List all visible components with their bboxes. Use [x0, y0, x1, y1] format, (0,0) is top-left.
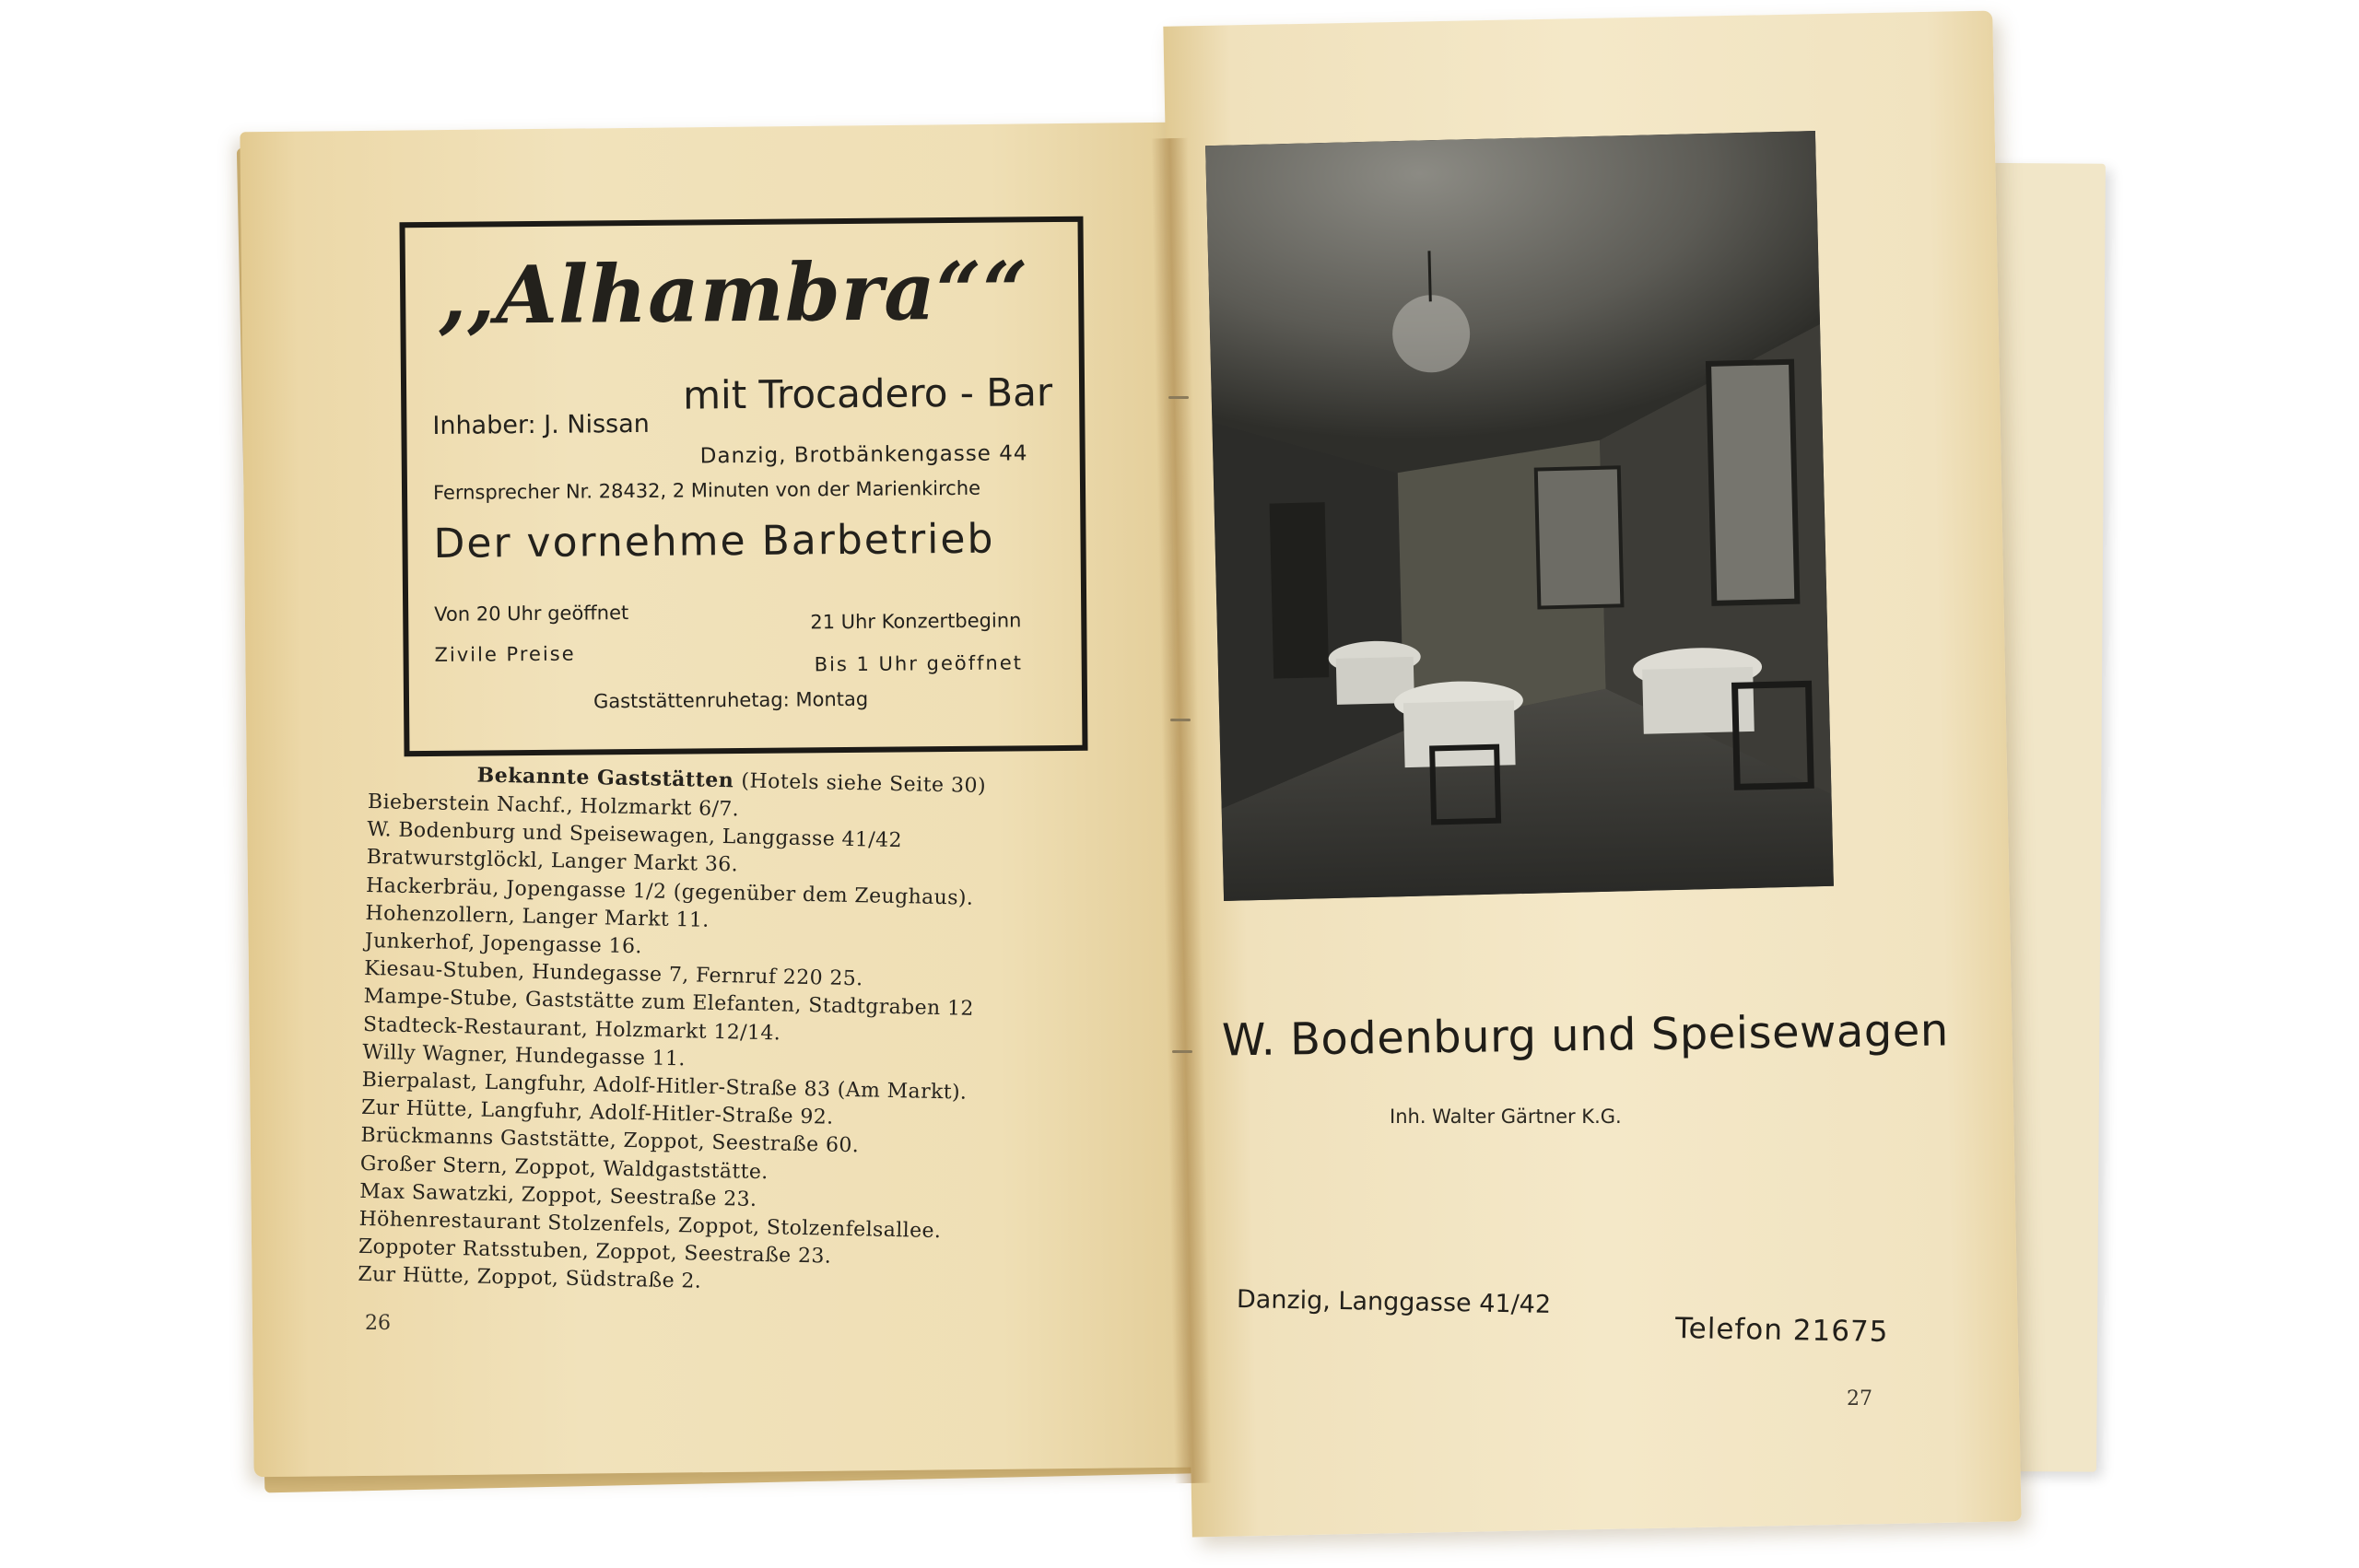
ad-owner: Inhaber: J. Nissan	[432, 409, 650, 440]
alhambra-advertisement	[399, 216, 1087, 756]
list-item: Max Sawatzki, Zoppot, Seestraße 23.	[358, 1179, 757, 1211]
ad-title: ,,Alhambra““	[438, 244, 1030, 343]
stitch	[1172, 1050, 1192, 1053]
list-item: Bierpalast, Langfuhr, Adolf-Hitler-Straße 83 (Am Markt).	[361, 1068, 968, 1105]
ad-closing-time: Bis 1 Uhr geöffnet	[814, 651, 1024, 676]
list-item: Hohenzollern, Langer Markt 11.	[365, 901, 710, 932]
restaurant-phone: Telefon 21675	[1674, 1311, 1889, 1350]
ad-slogan: Der vornehme Barbetrieb	[433, 515, 995, 568]
list-item: Bieberstein Nachf., Holzmarkt 6/7.	[367, 790, 740, 822]
list-item: Brückmanns Gaststätte, Zoppot, Seestraße 60.	[360, 1124, 860, 1158]
list-item: Junkerhof, Jopengasse 16.	[364, 929, 643, 959]
ad-concert-time: 21 Uhr Konzertbeginn	[810, 609, 1022, 634]
ad-prices: Zivile Preise	[434, 642, 576, 666]
list-item: Willy Wagner, Hundegasse 11.	[362, 1040, 687, 1071]
list-heading-title: Bekannte Gaststätten	[476, 763, 734, 793]
list-item: W. Bodenburg und Speisewagen, Langgasse 41/42	[367, 818, 903, 853]
list-item: Zoppoter Ratsstuben, Zoppot, Seestraße 23.	[358, 1235, 832, 1269]
list-item: Kiesau-Stuben, Hundegasse 7, Fernruf 220 25.	[364, 957, 863, 991]
restaurant-owner: Inh. Walter Gärtner K.G.	[1390, 1106, 1622, 1128]
page-number-right: 27	[1847, 1387, 1872, 1410]
list-items	[358, 789, 1086, 1305]
ad-subtitle: mit Trocadero - Bar	[682, 369, 1053, 418]
list-heading-note: (Hotels siehe Seite 30)	[741, 769, 987, 799]
restaurant-title: W. Bodenburg und Speisewagen	[1221, 1004, 1950, 1067]
ad-opening-time: Von 20 Uhr geöffnet	[434, 602, 629, 626]
ad-rest-day: Gaststättenruhetag: Montag	[593, 687, 869, 713]
list-item: Höhenrestaurant Stolzenfels, Zoppot, Stolzenfelsallee.	[358, 1207, 942, 1244]
list-item: Zur Hütte, Zoppot, Südstraße 2.	[358, 1263, 702, 1294]
page-number-left: 26	[365, 1312, 391, 1335]
list-item: Stadteck-Restaurant, Holzmarkt 12/14.	[362, 1012, 781, 1046]
restaurant-address: Danzig, Langgasse 41/42	[1236, 1285, 1552, 1319]
list-item: Großer Stern, Zoppot, Waldgaststätte.	[359, 1152, 769, 1184]
ad-phone: Fernsprecher Nr. 28432, 2 Minuten von der Marienkirche	[432, 476, 981, 504]
stitch	[1170, 719, 1191, 721]
list-item: Bratwurstglöckl, Langer Markt 36.	[366, 846, 739, 877]
restaurant-list	[358, 761, 1087, 1305]
list-item: Mampe-Stube, Gaststätte zum Elefanten, Stadtgraben 12	[363, 985, 975, 1022]
stitch	[1168, 396, 1189, 399]
ad-address: Danzig, Brotbänkengasse 44	[699, 441, 1028, 469]
interior-illustration	[1205, 131, 1834, 901]
restaurant-interior-photo	[1205, 131, 1834, 901]
list-item: Hackerbräu, Jopengasse 1/2 (gegenüber dem Zeughaus).	[365, 873, 974, 910]
list-item: Zur Hütte, Langfuhr, Adolf-Hitler-Straße 92.	[360, 1096, 834, 1129]
